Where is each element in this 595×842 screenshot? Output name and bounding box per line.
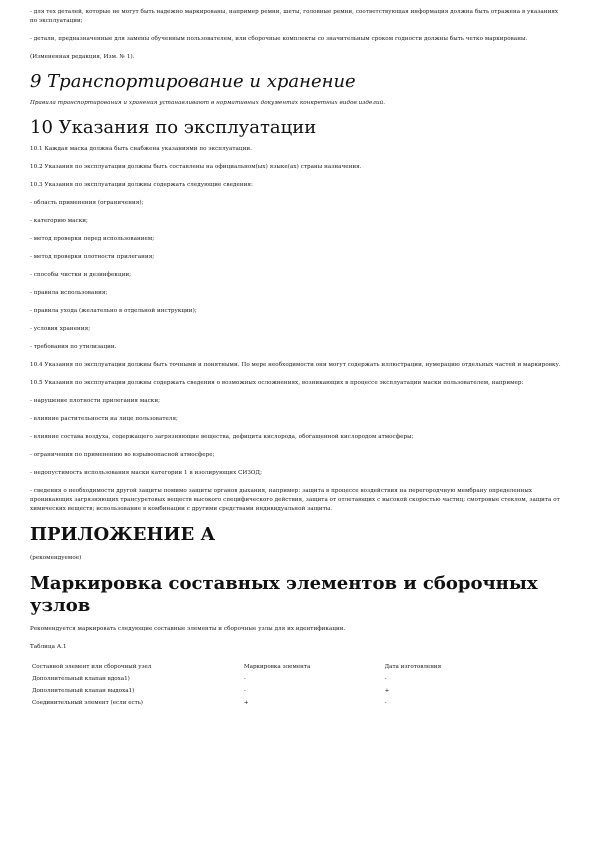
appendix-heading: ПРИЛОЖЕНИЕ А: [30, 524, 216, 545]
section-10-item: - влияние растительности на лице пользователя;: [30, 416, 178, 422]
table-cell: -: [384, 676, 387, 682]
section-10-item: 10.2 Указания по эксплуатации должны быть составлены на официальном(ых) языке(ах) страны назначения.: [30, 164, 362, 170]
table-header-cell: Маркировка элемента: [243, 664, 311, 670]
section-10-heading: 10 Указания по эксплуатации: [30, 117, 317, 138]
section-10-item: - способы чистки и дезинфекции;: [30, 272, 132, 278]
section-10-item: 10.4 Указания по эксплуатации должны быть точными и понятными. По мере необходимости они могут содержать иллюстрации, нумерацию отдельных частей и маркировку.: [30, 362, 561, 368]
section-10-item: - условия хранения;: [30, 326, 91, 332]
appendix-intro: Рекомендуется маркировать следующие составные элементы и сборочные узлы для их идентификации.: [30, 626, 346, 632]
section-10-items: [30, 145, 565, 514]
table-cell: -: [243, 688, 246, 694]
table-cell: +: [243, 700, 249, 706]
top-item-1: - для тех деталей, которые не могут быть надежно маркированы, например ремни, шеты, головные ремни, соответствующая информация должна быть отражена в указаниях по эксплуатации;: [30, 9, 559, 24]
top-item-3: (Измененная редакция, Изм. № 1).: [30, 54, 135, 60]
table-cell: Дополнительный клапан вдоха1): [32, 676, 130, 682]
section-10-item: - метод проверки плотности прилегания;: [30, 254, 155, 260]
section-10-item: - метод проверки перед использованием;: [30, 236, 155, 242]
section-10-item: 10.5 Указания по эксплуатации должны содержать сведения о возможных осложнениях, возникающих в процессе эксплуатации маски пользователем, например:: [30, 380, 524, 386]
table-row: [30, 673, 470, 685]
section-10-item: - категорию маски;: [30, 218, 88, 224]
table-cell: Соединительный элемент (если есть): [32, 700, 143, 706]
table-row: [30, 697, 470, 709]
section-10-item: - сведения о необходимости другой защиты помимо защиты органов дыхания, например: защита в процессе воздействия на перегородчную мембрану определенных проникающих загрязняющих трансуретовых веществ высокого специфического действия, защита от отлетающих с высокой скоростью частиц; смотровые стеклом, защита от химических веществ; использование в комбинации с другими средствами индивидуальной защиты.: [30, 488, 560, 512]
section-10-item: - правила ухода (желательно в отдельной инструкции);: [30, 308, 197, 314]
section-10-item: - область применения (ограничения);: [30, 200, 144, 206]
section-10-item: 10.3 Указания по эксплуатации должны содержать следующие сведения:: [30, 182, 253, 188]
section-10-item: - правила использования;: [30, 290, 108, 296]
section-10-item: - ограничения по применению во взрывоопасной атмосфере;: [30, 452, 215, 458]
marking-table: [30, 661, 470, 709]
section-9-heading: 9 Транспортирование и хранение: [30, 71, 356, 92]
section-10-item: - требования по утилизации.: [30, 344, 117, 350]
table-cell: -: [243, 676, 246, 682]
section-10-item: - нарушение плотности прилегания маски;: [30, 398, 161, 404]
table-cell: -: [384, 700, 387, 706]
section-10-item: 10.1 Каждая маска должна быть снабжена указаниями по эксплуатации.: [30, 146, 252, 152]
section-9-text: Правила транспортирования и хранения устанавливают в нормативных документах конкретных видов изделий.: [30, 100, 386, 106]
top-item-2: - детали, предназначенные для замены обученным пользователем, или сборочные комплекты со значительным сроком годности должны быть четко маркированы.: [30, 36, 528, 42]
appendix-note: (рекомендуемое): [30, 555, 82, 561]
table-cell: Дополнительный клапан выдоха1): [32, 688, 135, 694]
section-10-item: - недопустимость использования маски категории 1 в изолирующих СИЗОД;: [30, 470, 263, 476]
table-caption: Таблица А.1: [30, 644, 67, 650]
section-10-item: - влияние состава воздуха, содержащего загрязняющие вещества, дефицита кислорода, обогащенной кислородом атмосферы;: [30, 434, 414, 440]
table-header-row: [30, 661, 470, 673]
table-header-cell: Составной элемент или сборочный узел: [32, 664, 152, 670]
table-header-cell: Дата изготовления: [384, 664, 442, 670]
table-cell: +: [384, 688, 390, 694]
table-row: [30, 685, 470, 697]
appendix-title: Маркировка составных элементов и сборочных узлов: [30, 573, 538, 616]
